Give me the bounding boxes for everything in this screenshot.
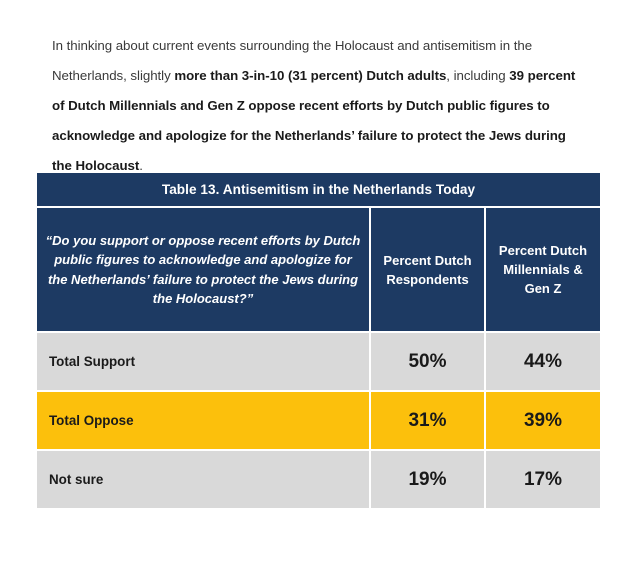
intro-bold-segment: more than 3-in-10 (31 percent) Dutch adults	[174, 68, 447, 84]
column-header-millennials-genz: Percent Dutch Millennials & Gen Z	[485, 207, 600, 332]
value-total-oppose-respondents: 31%	[370, 391, 485, 450]
table-row	[37, 391, 600, 450]
value-not-sure-millennials: 17%	[485, 450, 600, 508]
value-total-support-respondents: 50%	[370, 332, 485, 391]
value-total-oppose-millennials: 39%	[485, 391, 600, 450]
intro-paragraph	[52, 31, 576, 181]
intro-text-segment: .	[139, 158, 143, 174]
intro-text-segment: In thinking about current events surrounding the Holocaust and antisemitism in the Netherlands, slightly	[52, 38, 533, 84]
survey-question-cell: “Do you support or oppose recent efforts by Dutch public figures to acknowledge and apologize for the Netherlands’ failure to protect the Jews during the Holocaust?”	[37, 207, 370, 332]
table-title: Table 13. Antisemitism in the Netherlands Today	[37, 173, 600, 207]
column-header-dutch-respondents: Percent Dutch Respondents	[370, 207, 485, 332]
value-total-support-millennials: 44%	[485, 332, 600, 391]
table-header-row	[37, 207, 600, 332]
row-label-total-oppose: Total Oppose	[37, 391, 370, 450]
intro-text-segment: , including	[446, 68, 510, 84]
table-13-container	[37, 173, 600, 508]
table-row	[37, 450, 600, 508]
table-title-row	[37, 173, 600, 207]
value-not-sure-respondents: 19%	[370, 450, 485, 508]
table-row	[37, 332, 600, 391]
antisemitism-netherlands-table	[37, 173, 600, 508]
intro-bold-segment: 39 percent of Dutch Millennials and Gen Z oppose recent efforts by Dutch public figures to acknowledge and apologize for the Netherlands’ failure to protect the Jews during the Holocaust	[52, 68, 576, 174]
row-label-not-sure: Not sure	[37, 450, 370, 508]
row-label-total-support: Total Support	[37, 332, 370, 391]
